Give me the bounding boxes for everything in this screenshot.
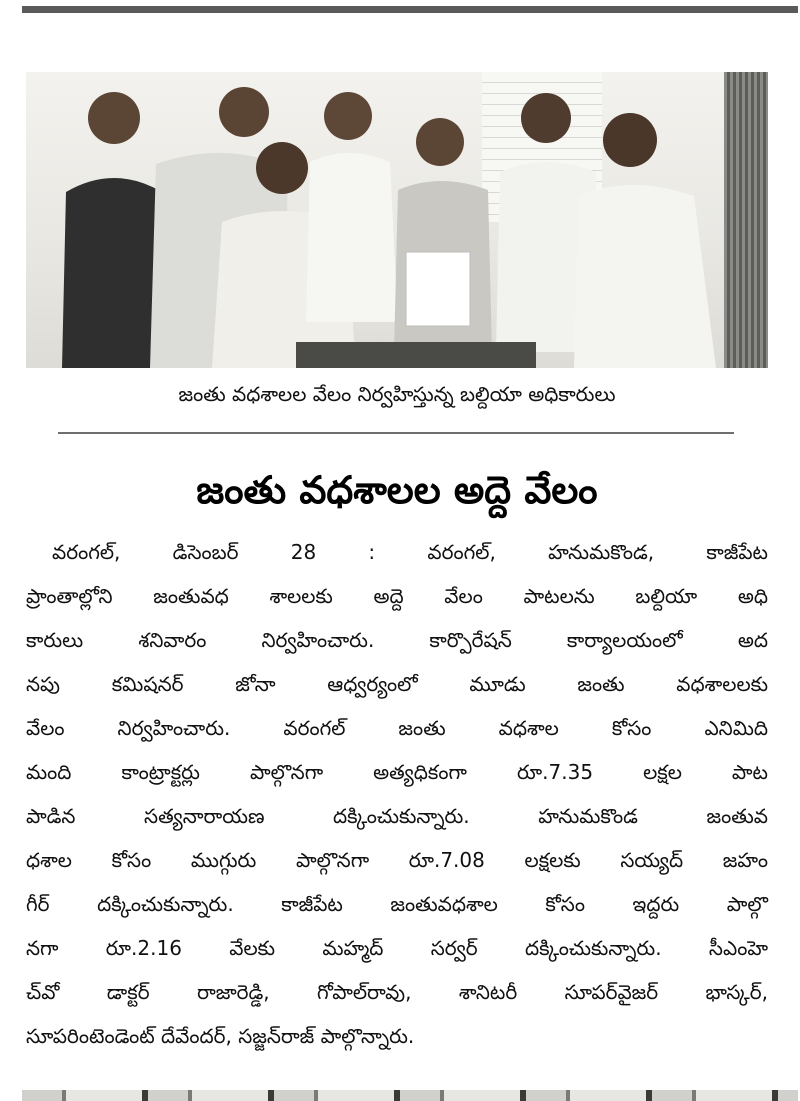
body-line: పాడిన సత్యనారాయణ దక్కించుకున్నారు. హనుమకొండ జంతువ	[26, 804, 768, 828]
person-7	[574, 113, 716, 368]
body-line: మంది కాంట్రాక్టర్లు పాల్గొనగా అత్యధికంగా రూ.7.35 లక్షల పాట	[26, 760, 768, 784]
article-body	[26, 530, 768, 1058]
body-line: నగా రూ.2.16 వేలకు మహ్మద్ సర్వర్ దక్కించుకున్నారు. సీఎంహె	[26, 936, 768, 960]
body-line: నపు కమిషనర్ జోనా ఆధ్వర్యంలో మూడు జంతు వధశాలలకు	[26, 672, 768, 696]
body-line: ప్రాంతాల్లోని జంతువధ శాలలకు అద్దె వేలం పాటలను బల్దియా అధి	[26, 584, 768, 608]
news-photo	[26, 72, 768, 368]
photo-caption: జంతు వధశాలల వేలం నిర్వహిస్తున్న బల్దియా అధికారులు	[178, 382, 616, 406]
top-rule	[22, 6, 798, 13]
next-photo-strip	[22, 1090, 798, 1101]
headline: జంతు వధశాలల అద్దె వేలం	[196, 468, 598, 512]
body-line: వేలం నిర్వహించారు. వరంగల్ జంతు వధశాల కోసం ఎనిమిది	[26, 716, 768, 740]
people-group	[26, 72, 768, 368]
person-4	[306, 92, 398, 322]
body-line: కారులు శనివారం నిర్వహించారు. కార్పొరేషన్ కార్యాలయంలో అద	[26, 628, 768, 652]
documents	[406, 252, 470, 326]
body-line: వరంగల్, డిసెంబర్ 28 : వరంగల్, హనుమకొండ, కాజీపేట	[52, 540, 768, 564]
caption-divider	[58, 432, 734, 434]
body-line: గీర్ దక్కించుకున్నారు. కాజీపేట జంతువధశాల కోసం ఇద్దరు పాల్గొ	[26, 892, 768, 916]
body-line: చ్‌వో డాక్టర్ రాజారెడ్డి, గోపాల్‌రావు, శానిటరీ సూపర్‌వైజర్ భాస్కర్,	[26, 980, 768, 1004]
body-line: ధశాల కోసం ముగ్గురు పాల్గొనగా రూ.7.08 లక్షలకు సయ్యద్ జహం	[26, 848, 768, 872]
table	[296, 342, 536, 368]
body-line: సూపరింటెండెంట్ దేవేందర్, సజ్జన్‌రాజ్ పాల్గొన్నారు.	[26, 1024, 415, 1048]
